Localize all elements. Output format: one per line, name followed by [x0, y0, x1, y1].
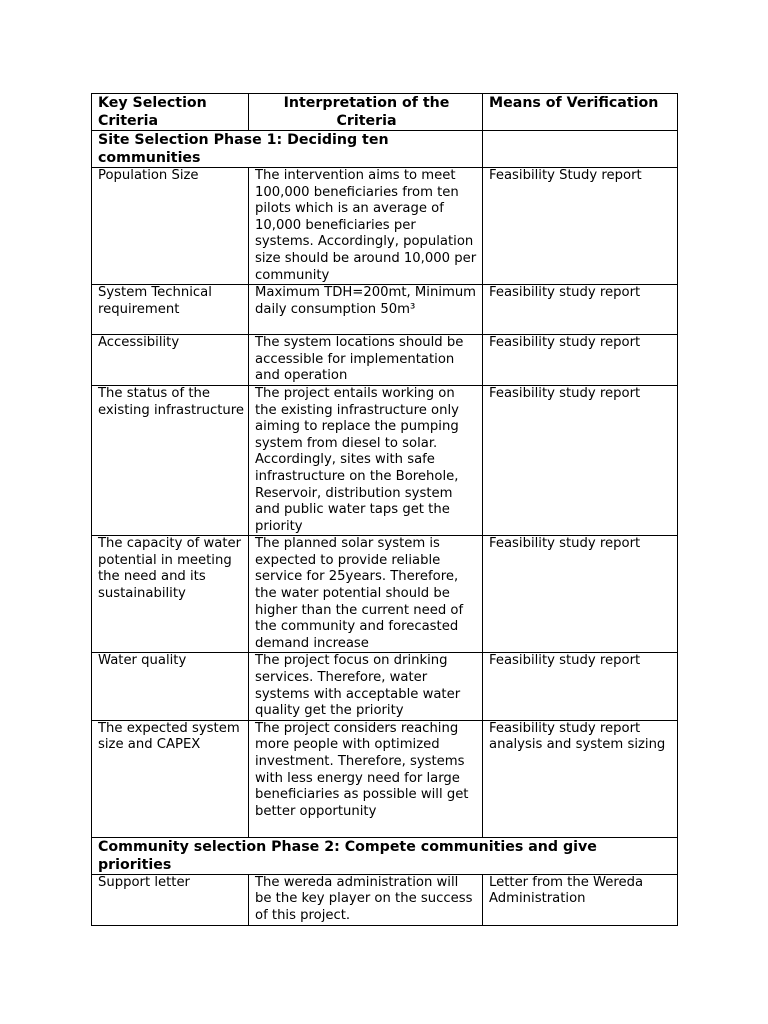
verification-cell: Letter from the Wereda Administration [483, 874, 678, 925]
verification-cell: Feasibility study report [483, 385, 678, 535]
phase-1-row [92, 131, 678, 168]
interpretation-cell: The project considers reaching more people with optimized investment. Therefore, systems with less energy need for large beneficiaries as possible will get better opportunity [249, 720, 483, 837]
table-row [92, 285, 678, 335]
table-row [92, 653, 678, 720]
header-key-selection-criteria: Key Selection Criteria [92, 94, 249, 131]
criteria-cell: Accessibility [92, 335, 249, 386]
criteria-cell: Support letter [92, 874, 249, 925]
interpretation-cell: The system locations should be accessible for implementation and operation [249, 335, 483, 386]
interpretation-cell: The project focus on drinking services. Therefore, water systems with acceptable water quality get the priority [249, 653, 483, 720]
verification-cell: Feasibility study report [483, 285, 678, 335]
table-header-row [92, 94, 678, 131]
interpretation-cell: The planned solar system is expected to provide reliable service for 25years. Therefore, the water potential should be higher than the current need of the community and forecasted demand increase [249, 536, 483, 653]
table-row [92, 335, 678, 386]
interpretation-cell: The wereda administration will be the key player on the success of this project. [249, 874, 483, 925]
table-row [92, 168, 678, 285]
verification-cell: Feasibility study report [483, 653, 678, 720]
verification-cell: Feasibility Study report [483, 168, 678, 285]
header-means-of-verification: Means of Verification [483, 94, 678, 131]
verification-cell: Feasibility study report analysis and system sizing [483, 720, 678, 837]
table-row [92, 536, 678, 653]
table-row [92, 720, 678, 837]
table-row [92, 874, 678, 925]
interpretation-cell: The project entails working on the existing infrastructure only aiming to replace the pumping system from diesel to solar. Accordingly, sites with safe infrastructure on the Borehole, Reservoir, distribution system and public water taps get the priority [249, 385, 483, 535]
criteria-cell: Water quality [92, 653, 249, 720]
selection-criteria-table [91, 93, 678, 926]
phase-1-empty-cell [483, 131, 678, 168]
header-interpretation: Interpretation of the Criteria [249, 94, 483, 131]
phase-2-title: Community selection Phase 2: Compete communities and give priorities [92, 837, 678, 874]
phase-1-title: Site Selection Phase 1: Deciding ten communities [92, 131, 483, 168]
verification-cell: Feasibility study report [483, 335, 678, 386]
phase-2-row [92, 837, 678, 874]
criteria-cell: Population Size [92, 168, 249, 285]
criteria-cell: The status of the existing infrastructure [92, 385, 249, 535]
table-row [92, 385, 678, 535]
criteria-cell: System Technical requirement [92, 285, 249, 335]
interpretation-cell: The intervention aims to meet 100,000 beneficiaries from ten pilots which is an average of 10,000 beneficiaries per systems. Accordingly, population size should be around 10,000 per community [249, 168, 483, 285]
interpretation-cell: Maximum TDH=200mt, Minimum daily consumption 50m³ [249, 285, 483, 335]
criteria-cell: The capacity of water potential in meeting the need and its sustainability [92, 536, 249, 653]
verification-cell: Feasibility study report [483, 536, 678, 653]
criteria-cell: The expected system size and CAPEX [92, 720, 249, 837]
